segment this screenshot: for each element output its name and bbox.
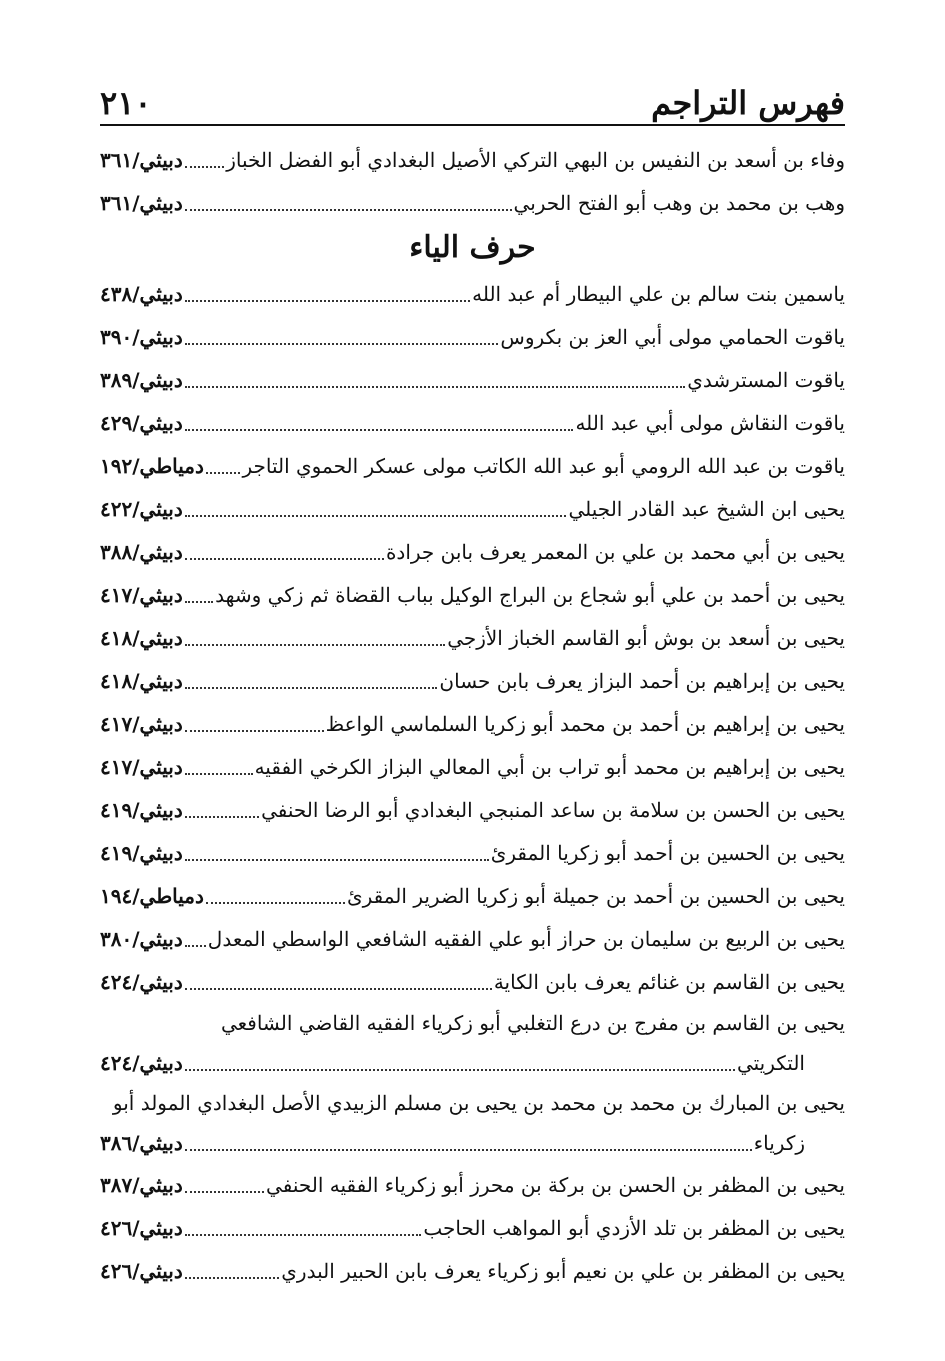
dot-leader [185,931,206,947]
dot-leader [185,544,384,560]
dot-leader [185,195,512,211]
dot-leader [185,1220,422,1236]
entry-name: ياسمين بنت سالم بن علي البيطار أم عبد الله [472,281,845,306]
entry-reference: دبيثي/٤٢٦ [100,1215,183,1240]
entry-reference: دبيثي/٤١٧ [100,711,183,736]
dot-leader [206,458,241,474]
index-entry [100,1206,845,1249]
entry-name: يحيى بن المظفر بن تلد الأزدي أبو المواهب الحاجب [423,1215,845,1240]
entry-name: ياقوت النقاش مولى أبي عبد الله [575,410,845,435]
entry-reference: دبيثي/٣٨٩ [100,367,183,392]
entry-name: يحيى بن أسعد بن بوش أبو القاسم الخباز الأزجي [447,625,845,650]
entry-name: يحيى بن إبراهيم بن أحمد البزاز يعرف بابن حسان [439,668,845,693]
dot-leader [185,587,213,603]
entry-name: يحيى بن إبراهيم بن محمد أبو تراب بن أبي المعالي البزاز الكرخي الفقيه [254,754,845,779]
entry-reference: دمياطي/١٩٤ [100,883,204,908]
dot-leader [185,630,445,646]
index-entry [100,487,845,530]
dot-leader [185,1263,280,1279]
dot-leader [185,845,489,861]
index-entry [100,960,845,1003]
entry-reference: دبيثي/٣٩٠ [100,324,183,349]
dot-leader [185,1055,735,1071]
dot-leader [185,759,253,775]
dot-leader [185,415,574,431]
index-entry [100,917,845,960]
index-entry [100,138,845,181]
dot-leader [185,501,567,517]
index-entry [100,788,845,831]
index-entry [100,272,845,315]
page-header [100,62,845,122]
entry-reference: دبيثي/٤١٧ [100,754,183,779]
entry-reference: دبيثي/٤٢٦ [100,1258,183,1283]
dot-leader [185,1135,752,1151]
entry-name-continuation: زكرياء [753,1131,805,1155]
index-entry [100,444,845,487]
entry-name: يحيى بن أبي محمد بن علي بن المعمر يعرف بابن جرادة [385,539,845,564]
index-entry [100,530,845,573]
entry-name: يحيى بن الربيع بن سليمان بن حراز أبو علي الفقيه الشافعي الواسطي المعدل [207,926,845,951]
entry-name: يحيى بن المظفر بن علي بن نعيم أبو زكرياء يعرف بابن الحبير البدري [281,1258,845,1283]
entry-reference: دبيثي/٣٨٦ [100,1131,183,1155]
entry-reference: دبيثي/٤٢٩ [100,410,183,435]
index-entry [100,401,845,444]
index-entry [100,745,845,788]
index-entry-continuation [100,1043,845,1083]
index-entry [100,573,845,616]
dot-leader [185,329,499,345]
entry-name: يحيى ابن الشيخ عبد القادر الجيلي [568,496,845,521]
entry-reference: دبيثي/٣٨٧ [100,1172,183,1197]
header-rule [100,124,845,126]
dot-leader [206,888,345,904]
dot-leader [185,673,438,689]
index-entry [100,315,845,358]
entry-reference: دمياطي/١٩٢ [100,453,204,478]
dot-leader [185,286,470,302]
dot-leader [185,974,492,990]
entry-name-continuation: التكريتي [736,1051,805,1075]
entry-name: يحيى بن الحسين بن أحمد أبو زكريا المقرئ [490,840,845,865]
entry-name: يحيى بن الحسن بن سلامة بن ساعد المنبجي البغدادي أبو الرضا الحنفي [261,797,845,822]
entry-reference: دبيثي/٣٦١ [100,147,183,172]
running-title: فهرس التراجم [651,84,845,122]
entry-reference: دبيثي/٣٨٨ [100,539,183,564]
entry-name: يحيى بن القاسم بن غنائم يعرف بابن الكاية [493,969,845,994]
entry-name: ياقوت الحمامي مولى أبي العز بن بكروس [500,324,845,349]
entry-name: يحيى بن المظفر بن الحسن بن بركة بن محرز أبو زكرياء الفقيه الحنفي [266,1172,845,1197]
entry-reference: دبيثي/٤٢٢ [100,496,183,521]
index-entry [100,358,845,401]
index-entry [100,616,845,659]
index-entries [100,138,845,1292]
entry-name: وفاء بن أسعد بن النفيس بن البهي التركي الأصيل البغدادي أبو الفضل الخباز [226,147,845,172]
dot-leader [185,716,324,732]
entry-name: ياقوت بن عبد الله الرومي أبو عبد الله الكاتب مولى عسكر الحموي التاجر [242,453,845,478]
index-entry [100,659,845,702]
dot-leader [185,1177,264,1193]
entry-name: يحيى بن القاسم بن مفرج بن درع التغلبي أبو زكرياء الفقيه القاضي الشافعي [220,1011,845,1035]
entry-reference: دبيثي/٤١٩ [100,840,183,865]
index-entry [100,831,845,874]
dot-leader [185,152,224,168]
entry-reference: دبيثي/٤٢٤ [100,969,183,994]
entry-reference: دبيثي/٤١٨ [100,625,183,650]
index-entry [100,874,845,917]
index-entry [100,702,845,745]
entry-reference: دبيثي/٤١٧ [100,582,183,607]
entry-name: يحيى بن الحسين بن أحمد بن جميلة أبو زكريا الضرير المقرئ [346,883,845,908]
page-number: ٢١٠ [100,84,152,122]
entry-name: ياقوت المسترشدي [687,367,845,392]
index-entry [100,1249,845,1292]
index-entry [100,1163,845,1206]
section-heading: حرف الياء [409,230,536,265]
dot-leader [185,372,685,388]
index-entry-first-line [100,1003,845,1043]
index-entry [100,181,845,224]
entry-reference: دبيثي/٤٣٨ [100,281,183,306]
entry-name: يحيى بن أحمد بن علي أبو شجاع بن البراج الوكيل بباب القضاة ثم زكي وشهد [215,582,845,607]
index-entry-first-line [100,1083,845,1123]
index-entry-continuation [100,1123,845,1163]
entry-reference: دبيثي/٣٦١ [100,190,183,215]
entry-name: وهب بن محمد بن وهب أبو الفتح الحربي [513,190,845,215]
entry-reference: دبيثي/٣٨٠ [100,926,183,951]
entry-reference: دبيثي/٤١٩ [100,797,183,822]
entry-reference: دبيثي/٤٢٤ [100,1051,183,1075]
entry-name: يحيى بن إبراهيم بن أحمد بن محمد أبو زكريا السلماسي الواعظ [325,711,845,736]
entry-name: يحيى بن المبارك بن محمد بن محمد بن يحيى بن مسلم الزبيدي الأصل البغدادي المولد أبو [112,1091,845,1115]
dot-leader [185,802,259,818]
entry-reference: دبيثي/٤١٨ [100,668,183,693]
